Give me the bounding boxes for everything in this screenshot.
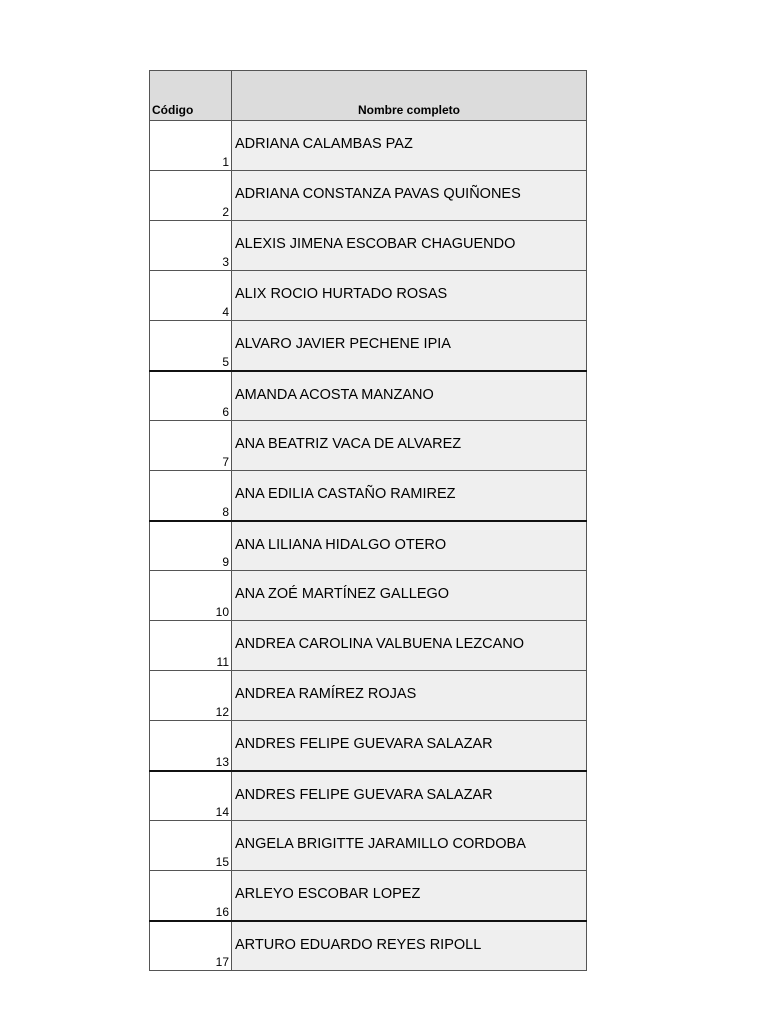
table-row [150,321,587,371]
header-row [150,71,587,121]
code-cell: 5 [150,321,232,371]
name-cell: ADRIANA CONSTANZA PAVAS QUIÑONES [232,171,587,221]
code-cell: 6 [150,371,232,421]
table-row [150,871,587,921]
name-cell: ANA BEATRIZ VACA DE ALVAREZ [232,421,587,471]
table-row [150,571,587,621]
table-row [150,171,587,221]
name-cell: ANDRES FELIPE GUEVARA SALAZAR [232,721,587,771]
name-cell: ANDREA RAMÍREZ ROJAS [232,671,587,721]
table-row [150,371,587,421]
name-cell: ALEXIS JIMENA ESCOBAR CHAGUENDO [232,221,587,271]
name-cell: ANGELA BRIGITTE JARAMILLO CORDOBA [232,821,587,871]
name-cell: ANDREA CAROLINA VALBUENA LEZCANO [232,621,587,671]
column-header-code: Código [150,71,232,121]
table-row [150,521,587,571]
table-body [150,121,587,971]
name-cell: ANA ZOÉ MARTÍNEZ GALLEGO [232,571,587,621]
name-cell: ARTURO EDUARDO REYES RIPOLL [232,921,587,971]
code-cell: 15 [150,821,232,871]
name-cell: ARLEYO ESCOBAR LOPEZ [232,871,587,921]
name-cell: ANA LILIANA HIDALGO OTERO [232,521,587,571]
name-cell: ANDRES FELIPE GUEVARA SALAZAR [232,771,587,821]
name-cell: ANA EDILIA CASTAÑO RAMIREZ [232,471,587,521]
code-cell: 1 [150,121,232,171]
code-cell: 10 [150,571,232,621]
table-row [150,771,587,821]
table-row [150,421,587,471]
table-row [150,221,587,271]
code-cell: 13 [150,721,232,771]
code-cell: 17 [150,921,232,971]
code-cell: 16 [150,871,232,921]
code-cell: 12 [150,671,232,721]
table-row [150,671,587,721]
code-cell: 4 [150,271,232,321]
table-row [150,721,587,771]
code-cell: 9 [150,521,232,571]
code-cell: 11 [150,621,232,671]
table-row [150,121,587,171]
table-row [150,471,587,521]
name-cell: ADRIANA CALAMBAS PAZ [232,121,587,171]
table-row [150,821,587,871]
code-cell: 7 [150,421,232,471]
column-header-name: Nombre completo [232,71,587,121]
code-cell: 3 [150,221,232,271]
roster-table [149,70,587,971]
code-cell: 2 [150,171,232,221]
code-cell: 14 [150,771,232,821]
table-row [150,921,587,971]
code-cell: 8 [150,471,232,521]
name-cell: AMANDA ACOSTA MANZANO [232,371,587,421]
name-cell: ALVARO JAVIER PECHENE IPIA [232,321,587,371]
table-row [150,271,587,321]
name-cell: ALIX ROCIO HURTADO ROSAS [232,271,587,321]
table-row [150,621,587,671]
